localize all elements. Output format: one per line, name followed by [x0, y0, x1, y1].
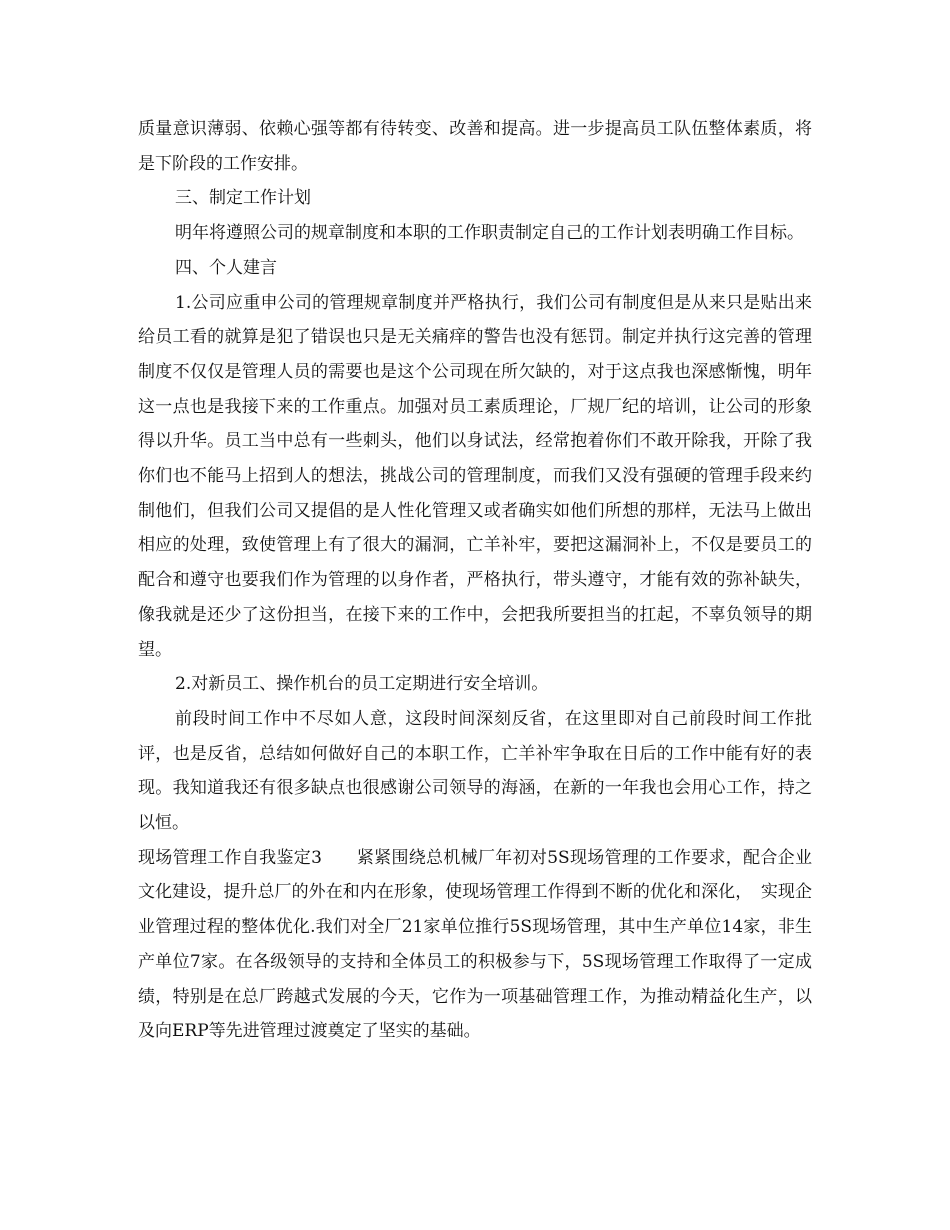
section-heading: 四、个人建言: [175, 257, 277, 278]
paragraph: 明年将遵照公司的规章制度和本职的工作职责制定自己的工作计划表明确工作目标。: [175, 223, 804, 244]
paragraph: 1.公司应重申公司的管理规章制度并严格执行，我们公司有制度但是从来只是贴出来给员工看的就算是犯了错误也只是无关痛痒的警告也没有惩罚。制定并执行这完善的管理制度不仅仅是管理人员的需要也是这个公司现在所欠缺的，对于这点我也深感惭愧，明年这一点也是我接下来的工作重点。加强对员工素质理论，厂规厂纪的培训，让公司的形象得以升华。员工当中总有一些刺头，他们以身试法，经常抱着你们不敢开除我，开除了我你们也不能马上招到人的想法，挑战公司的管理制度，而我们又没有强硬的管理手段来约制他们，但我们公司又提倡的是人性化管理又或者确实如他们所想的那样，无法马上做出相应的处理，致使管理上有了很大的漏洞，亡羊补牢，要把这漏洞补上，不仅是要员工的配合和遵守也要我们作为管理的以身作者，严格执行，带头遵守，才能有效的弥补缺失，像我就是还少了这份担当，在接下来的工作中，会把我所要担当的扛起，不辜负领导的期望。: [138, 292, 812, 660]
paragraph: 2.对新员工、操作机台的员工定期进行安全培训。: [175, 674, 549, 695]
document-page: [138, 112, 812, 1049]
paragraph: 现场管理工作自我鉴定3 紧紧围绕总机械厂年初对5S现场管理的工作要求，配合企业文化建设，提升总厂的外在和内在形象，使现场管理工作得到不断的优化和深化， 实现企业管理过程的整体优化.我们对全厂21家单位推行5S现场管理，其中生产单位14家，非生产单位7家。在各级领导的支持和全体员工的积极参与下，5S现场管理工作取得了一定成绩，特别是在总厂跨越式发展的今天，它作为一项基础管理工作，为推动精益化生产，以及向ERP等先进管理过渡奠定了坚实的基础。: [138, 847, 812, 1042]
paragraph: 质量意识薄弱、依赖心强等都有待转变、改善和提高。进一步提高员工队伍整体素质，将是下阶段的工作安排。: [138, 119, 812, 174]
section-heading: 三、制定工作计划: [175, 188, 311, 209]
paragraph: 前段时间工作中不尽如人意，这段时间深刻反省，在这里即对自己前段时间工作批评，也是反省，总结如何做好自己的本职工作，亡羊补牢争取在日后的工作中能有好的表现。我知道我还有很多缺点也很感谢公司领导的海涵，在新的一年我也会用心工作，持之以恒。: [138, 708, 812, 834]
